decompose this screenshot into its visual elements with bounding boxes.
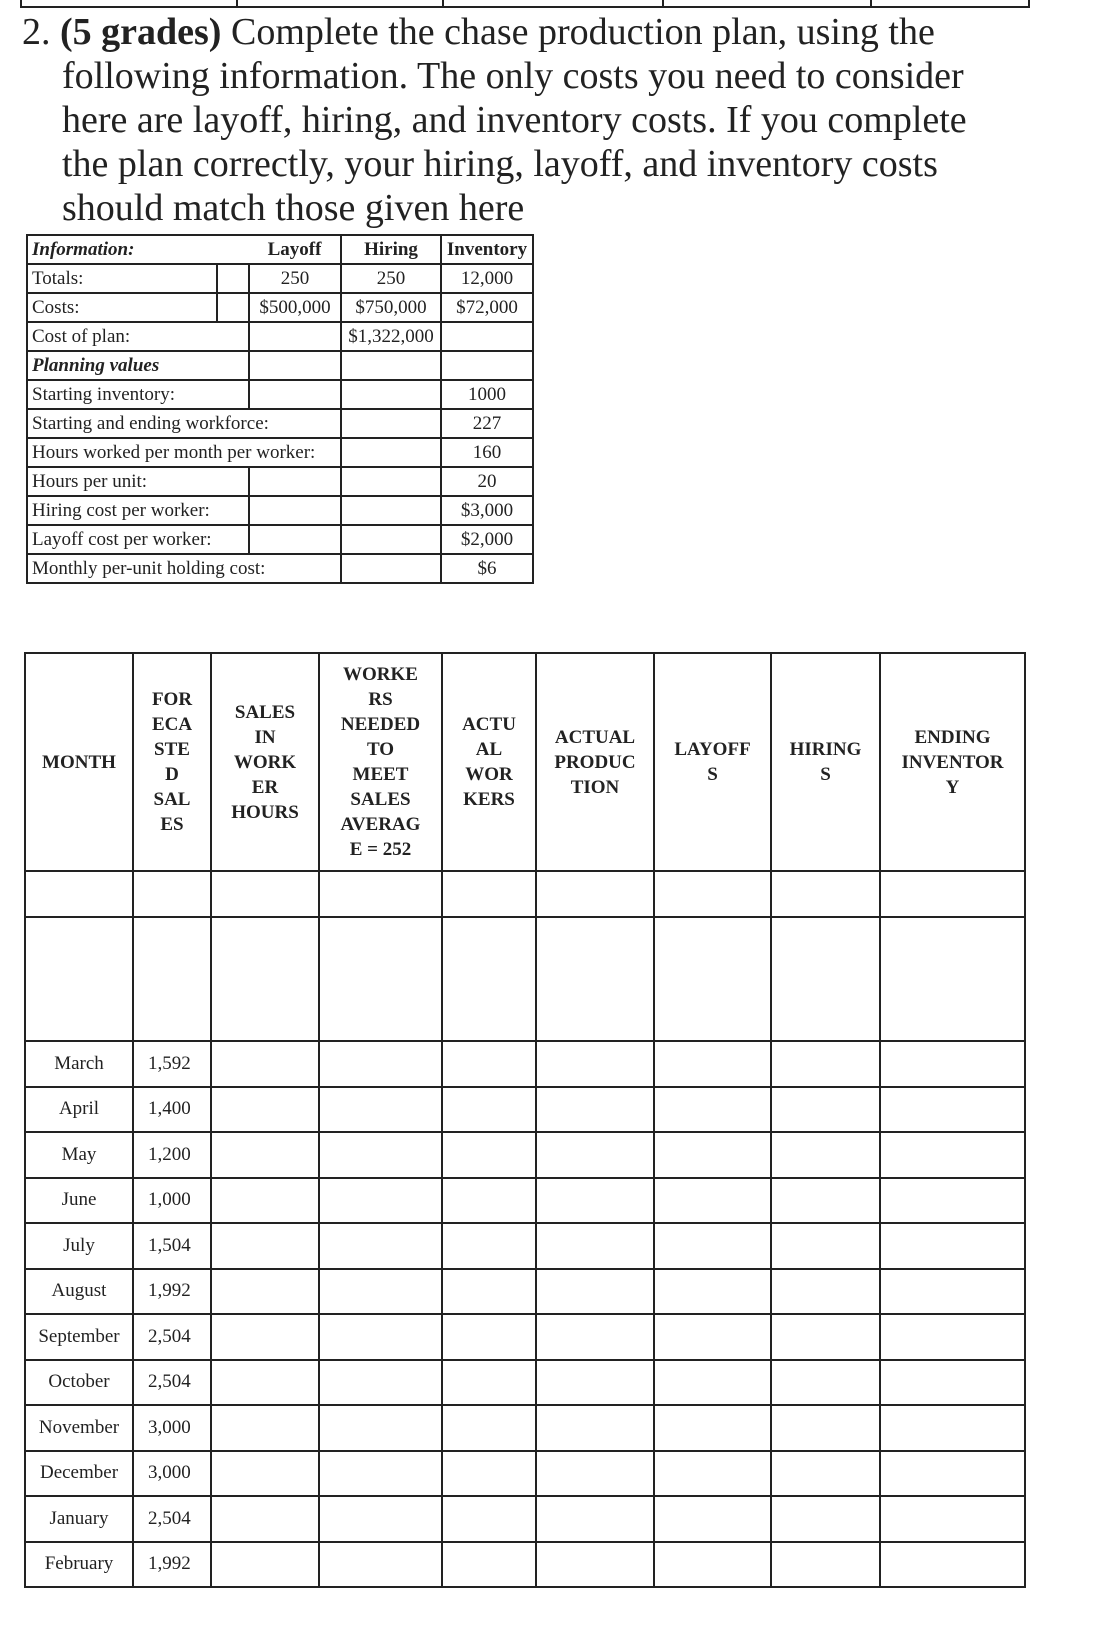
header-line: ENDING xyxy=(914,726,991,748)
blank-answer-cell[interactable] xyxy=(654,1087,771,1133)
blank-answer-cell[interactable] xyxy=(536,1269,654,1315)
holding-cost-label: Monthly per-unit holding cost: xyxy=(27,554,341,583)
blank-answer-cell[interactable] xyxy=(211,1496,319,1542)
blank-answer-cell[interactable] xyxy=(319,1041,442,1087)
hiring-cost-label: Hiring cost per worker: xyxy=(27,496,249,525)
totals-label: Totals: xyxy=(27,264,217,293)
blank-answer-cell[interactable] xyxy=(771,1405,880,1451)
month-cell: July xyxy=(25,1223,133,1269)
month-cell: January xyxy=(25,1496,133,1542)
plan-month-row xyxy=(25,1132,1025,1178)
blank-answer-cell[interactable] xyxy=(211,1087,319,1133)
plan-blank-row xyxy=(25,871,1025,917)
blank-answer-cell[interactable] xyxy=(654,1314,771,1360)
forecasted-sales-cell: 3,000 xyxy=(133,1405,211,1451)
blank-answer-cell[interactable] xyxy=(880,1451,1025,1497)
plan-month-rows xyxy=(25,1041,1025,1587)
blank-answer-cell[interactable] xyxy=(442,1360,536,1406)
blank-answer-cell[interactable] xyxy=(211,1178,319,1224)
header-line: MEET xyxy=(352,764,409,785)
blank-answer-cell[interactable] xyxy=(880,1132,1025,1178)
blank-answer-cell[interactable] xyxy=(654,1405,771,1451)
blank-answer-cell[interactable] xyxy=(880,1405,1025,1451)
info-holding-cost-row xyxy=(27,554,533,583)
blank-answer-cell[interactable] xyxy=(211,1360,319,1406)
workforce-label: Starting and ending workforce: xyxy=(27,409,341,438)
month-cell: November xyxy=(25,1405,133,1451)
forecasted-sales-cell: 1,592 xyxy=(133,1041,211,1087)
header-line: ECA xyxy=(151,714,193,735)
header-line: WOR xyxy=(465,764,513,785)
col-inventory: Inventory xyxy=(441,235,533,264)
blank-answer-cell[interactable] xyxy=(654,1496,771,1542)
plan-month-row xyxy=(25,1269,1025,1315)
totals-inventory: 12,000 xyxy=(441,264,533,293)
layoff-cost-value: $2,000 xyxy=(441,525,533,554)
month-cell: December xyxy=(25,1451,133,1497)
blank-answer-cell[interactable] xyxy=(771,1132,880,1178)
question-line-4: the plan correctly, your hiring, layoff, and inventory costs xyxy=(62,143,938,185)
col-hiring: Hiring xyxy=(341,235,441,264)
header-line: ACTUAL xyxy=(554,726,636,748)
info-header-label: Information: xyxy=(27,235,249,264)
header-line: AVERAG xyxy=(340,814,421,835)
blank-answer-cell[interactable] xyxy=(771,1496,880,1542)
blank-answer-cell[interactable] xyxy=(211,1132,319,1178)
plan-month-row xyxy=(25,1405,1025,1451)
header-line: WORKE xyxy=(343,664,418,685)
header-line: NEEDED xyxy=(340,714,421,735)
blank-answer-cell[interactable] xyxy=(442,1223,536,1269)
blank-answer-cell[interactable] xyxy=(654,1132,771,1178)
info-planning-values-row xyxy=(27,351,533,380)
col-layoff: Layoff xyxy=(249,235,341,264)
blank-answer-cell[interactable] xyxy=(319,1360,442,1406)
blank-answer-cell[interactable] xyxy=(211,1269,319,1315)
blank-answer-cell[interactable] xyxy=(319,1542,442,1588)
blank-answer-cell[interactable] xyxy=(536,1496,654,1542)
blank-answer-cell[interactable] xyxy=(771,1451,880,1497)
header-line: FOR xyxy=(151,689,193,710)
month-cell: April xyxy=(25,1087,133,1133)
info-header-row xyxy=(27,235,533,264)
month-cell: August xyxy=(25,1269,133,1315)
blank-answer-cell[interactable] xyxy=(654,1178,771,1224)
header-line: PRODUC xyxy=(554,751,636,773)
blank-answer-cell[interactable] xyxy=(442,1269,536,1315)
blank-answer-cell[interactable] xyxy=(319,1451,442,1497)
blank-answer-cell[interactable] xyxy=(880,1314,1025,1360)
costs-hiring: $750,000 xyxy=(341,293,441,322)
header-line: STE xyxy=(154,739,190,760)
blank-answer-cell[interactable] xyxy=(654,1542,771,1588)
header-actual-production xyxy=(536,653,654,871)
chase-plan-table xyxy=(24,652,1026,1588)
header-line: ACTU xyxy=(462,714,516,735)
blank-answer-cell[interactable] xyxy=(771,1360,880,1406)
header-line: AL xyxy=(475,739,503,760)
header-layoffs xyxy=(654,653,771,871)
blank-answer-cell[interactable] xyxy=(536,1041,654,1087)
header-line: TION xyxy=(570,776,620,798)
plan-month-row xyxy=(25,1496,1025,1542)
blank-answer-cell[interactable] xyxy=(442,1451,536,1497)
month-cell: May xyxy=(25,1132,133,1178)
plan-month-row xyxy=(25,1087,1025,1133)
blank-answer-cell[interactable] xyxy=(771,1087,880,1133)
blank-answer-cell[interactable] xyxy=(442,1542,536,1588)
header-line: RS xyxy=(368,689,393,710)
plan-header-row xyxy=(25,653,1025,871)
layoff-cost-label: Layoff cost per worker: xyxy=(27,525,249,554)
header-line: WORK xyxy=(233,751,297,773)
blank-answer-cell[interactable] xyxy=(536,1360,654,1406)
question-line-3: here are layoff, hiring, and inventory costs. If you complete xyxy=(62,99,967,141)
month-cell: October xyxy=(25,1360,133,1406)
question-line-5: should match those given here xyxy=(62,187,525,229)
cost-of-plan-label: Cost of plan: xyxy=(27,322,249,351)
forecasted-sales-cell: 2,504 xyxy=(133,1360,211,1406)
header-line: INVENTOR xyxy=(901,751,1004,773)
hiring-cost-value: $3,000 xyxy=(441,496,533,525)
forecasted-sales-cell: 1,992 xyxy=(133,1542,211,1588)
header-line: ER xyxy=(251,776,279,798)
blank-answer-cell[interactable] xyxy=(880,1542,1025,1588)
forecasted-sales-cell: 1,504 xyxy=(133,1223,211,1269)
question-grades: (5 grades) xyxy=(60,11,222,53)
totals-hiring: 250 xyxy=(341,264,441,293)
info-totals-row xyxy=(27,264,533,293)
costs-layoff: $500,000 xyxy=(249,293,341,322)
info-hours-worked-row xyxy=(27,438,533,467)
blank-answer-cell[interactable] xyxy=(442,1041,536,1087)
plan-month-row xyxy=(25,1360,1025,1406)
blank-answer-cell[interactable] xyxy=(442,1314,536,1360)
forecasted-sales-cell: 3,000 xyxy=(133,1451,211,1497)
forecasted-sales-cell: 2,504 xyxy=(133,1496,211,1542)
plan-month-row xyxy=(25,1041,1025,1087)
blank-answer-cell[interactable] xyxy=(654,1451,771,1497)
blank-answer-cell[interactable] xyxy=(536,1132,654,1178)
header-workers-needed xyxy=(319,653,442,871)
header-month: MONTH xyxy=(25,653,133,871)
header-line: SALES xyxy=(350,789,411,810)
info-hours-per-unit-row xyxy=(27,467,533,496)
blank-answer-cell[interactable] xyxy=(442,1132,536,1178)
cost-of-plan-value: $1,322,000 xyxy=(341,322,441,351)
blank-answer-cell[interactable] xyxy=(654,1223,771,1269)
header-line: SAL xyxy=(153,789,191,810)
blank-answer-cell[interactable] xyxy=(319,1223,442,1269)
info-starting-inventory-row xyxy=(27,380,533,409)
header-line: S xyxy=(820,764,831,785)
info-costs-row xyxy=(27,293,533,322)
blank-answer-cell[interactable] xyxy=(442,1178,536,1224)
hours-worked-label: Hours worked per month per worker: xyxy=(27,438,341,467)
blank-answer-cell[interactable] xyxy=(442,1405,536,1451)
blank-answer-cell[interactable] xyxy=(771,1542,880,1588)
blank-answer-cell[interactable] xyxy=(880,1041,1025,1087)
totals-layoff: 250 xyxy=(249,264,341,293)
header-line: IN xyxy=(254,726,276,748)
blank-answer-cell[interactable] xyxy=(211,1041,319,1087)
blank-answer-cell[interactable] xyxy=(536,1314,654,1360)
blank-answer-cell[interactable] xyxy=(880,1496,1025,1542)
info-hiring-cost-row xyxy=(27,496,533,525)
blank-answer-cell[interactable] xyxy=(771,1314,880,1360)
header-line: KERS xyxy=(463,789,515,810)
blank-answer-cell[interactable] xyxy=(319,1132,442,1178)
planning-values-label: Planning values xyxy=(27,351,249,380)
blank-answer-cell[interactable] xyxy=(880,1223,1025,1269)
starting-inventory-value: 1000 xyxy=(441,380,533,409)
starting-inventory-label: Starting inventory: xyxy=(27,380,249,409)
blank-answer-cell[interactable] xyxy=(319,1496,442,1542)
blank-answer-cell[interactable] xyxy=(536,1451,654,1497)
plan-month-row xyxy=(25,1542,1025,1588)
blank-answer-cell[interactable] xyxy=(319,1087,442,1133)
blank-answer-cell[interactable] xyxy=(654,1041,771,1087)
hours-per-unit-value: 20 xyxy=(441,467,533,496)
info-layoff-cost-row xyxy=(27,525,533,554)
header-actual-workers xyxy=(442,653,536,871)
blank-answer-cell[interactable] xyxy=(319,1178,442,1224)
blank-answer-cell[interactable] xyxy=(880,1360,1025,1406)
hours-worked-value: 160 xyxy=(441,438,533,467)
question-line-1: 2. (5 grades) Complete the chase production plan, using the xyxy=(22,11,935,53)
header-sales-in-worker-hours xyxy=(211,653,319,871)
question-text xyxy=(22,10,1022,230)
blank-answer-cell[interactable] xyxy=(536,1087,654,1133)
blank-answer-cell[interactable] xyxy=(536,1178,654,1224)
blank-answer-cell[interactable] xyxy=(211,1223,319,1269)
blank-answer-cell[interactable] xyxy=(771,1223,880,1269)
plan-month-row xyxy=(25,1178,1025,1224)
forecasted-sales-cell: 1,400 xyxy=(133,1087,211,1133)
previous-table-edge xyxy=(20,0,1030,8)
forecasted-sales-cell: 2,504 xyxy=(133,1314,211,1360)
header-line: Y xyxy=(945,776,960,798)
blank-answer-cell[interactable] xyxy=(654,1269,771,1315)
month-cell: March xyxy=(25,1041,133,1087)
month-cell: February xyxy=(25,1542,133,1588)
blank-answer-cell[interactable] xyxy=(442,1087,536,1133)
header-line: E = 252 xyxy=(349,839,412,860)
plan-month-row xyxy=(25,1451,1025,1497)
header-line: ES xyxy=(160,814,184,835)
blank-answer-cell[interactable] xyxy=(771,1269,880,1315)
question-line-2: following information. The only costs you need to consider xyxy=(62,55,964,97)
header-hirings xyxy=(771,653,880,871)
blank-answer-cell[interactable] xyxy=(654,1360,771,1406)
blank-answer-cell[interactable] xyxy=(771,1178,880,1224)
header-line: D xyxy=(165,764,179,785)
header-line: S xyxy=(707,764,718,785)
header-line: TO xyxy=(366,739,395,760)
blank-answer-cell[interactable] xyxy=(319,1405,442,1451)
header-line: LAYOFF xyxy=(674,739,751,760)
month-cell: June xyxy=(25,1178,133,1224)
blank-answer-cell[interactable] xyxy=(880,1178,1025,1224)
plan-month-row xyxy=(25,1223,1025,1269)
blank-answer-cell[interactable] xyxy=(536,1542,654,1588)
blank-answer-cell[interactable] xyxy=(536,1223,654,1269)
blank-answer-cell[interactable] xyxy=(211,1405,319,1451)
blank-answer-cell[interactable] xyxy=(211,1314,319,1360)
forecasted-sales-cell: 1,992 xyxy=(133,1269,211,1315)
forecasted-sales-cell: 1,200 xyxy=(133,1132,211,1178)
costs-label: Costs: xyxy=(27,293,217,322)
blank-answer-cell[interactable] xyxy=(442,1496,536,1542)
month-cell: September xyxy=(25,1314,133,1360)
plan-month-row xyxy=(25,1314,1025,1360)
information-table xyxy=(26,234,534,584)
header-line: SALES xyxy=(234,701,296,723)
blank-answer-cell[interactable] xyxy=(771,1041,880,1087)
header-ending-inventory xyxy=(880,653,1025,871)
info-cost-of-plan-row xyxy=(27,322,533,351)
forecasted-sales-cell: 1,000 xyxy=(133,1178,211,1224)
info-workforce-row xyxy=(27,409,533,438)
workforce-value: 227 xyxy=(441,409,533,438)
hours-per-unit-label: Hours per unit: xyxy=(27,467,249,496)
blank-answer-cell[interactable] xyxy=(319,1269,442,1315)
holding-cost-value: $6 xyxy=(441,554,533,583)
blank-answer-cell[interactable] xyxy=(880,1087,1025,1133)
blank-answer-cell[interactable] xyxy=(880,1269,1025,1315)
blank-answer-cell[interactable] xyxy=(211,1542,319,1588)
header-line: HIRING xyxy=(789,739,862,760)
blank-answer-cell[interactable] xyxy=(319,1314,442,1360)
plan-blank-row-tall xyxy=(25,917,1025,1041)
header-forecasted-sales xyxy=(133,653,211,871)
blank-answer-cell[interactable] xyxy=(536,1405,654,1451)
header-line: HOURS xyxy=(231,801,299,823)
blank-answer-cell[interactable] xyxy=(211,1451,319,1497)
costs-inventory: $72,000 xyxy=(441,293,533,322)
